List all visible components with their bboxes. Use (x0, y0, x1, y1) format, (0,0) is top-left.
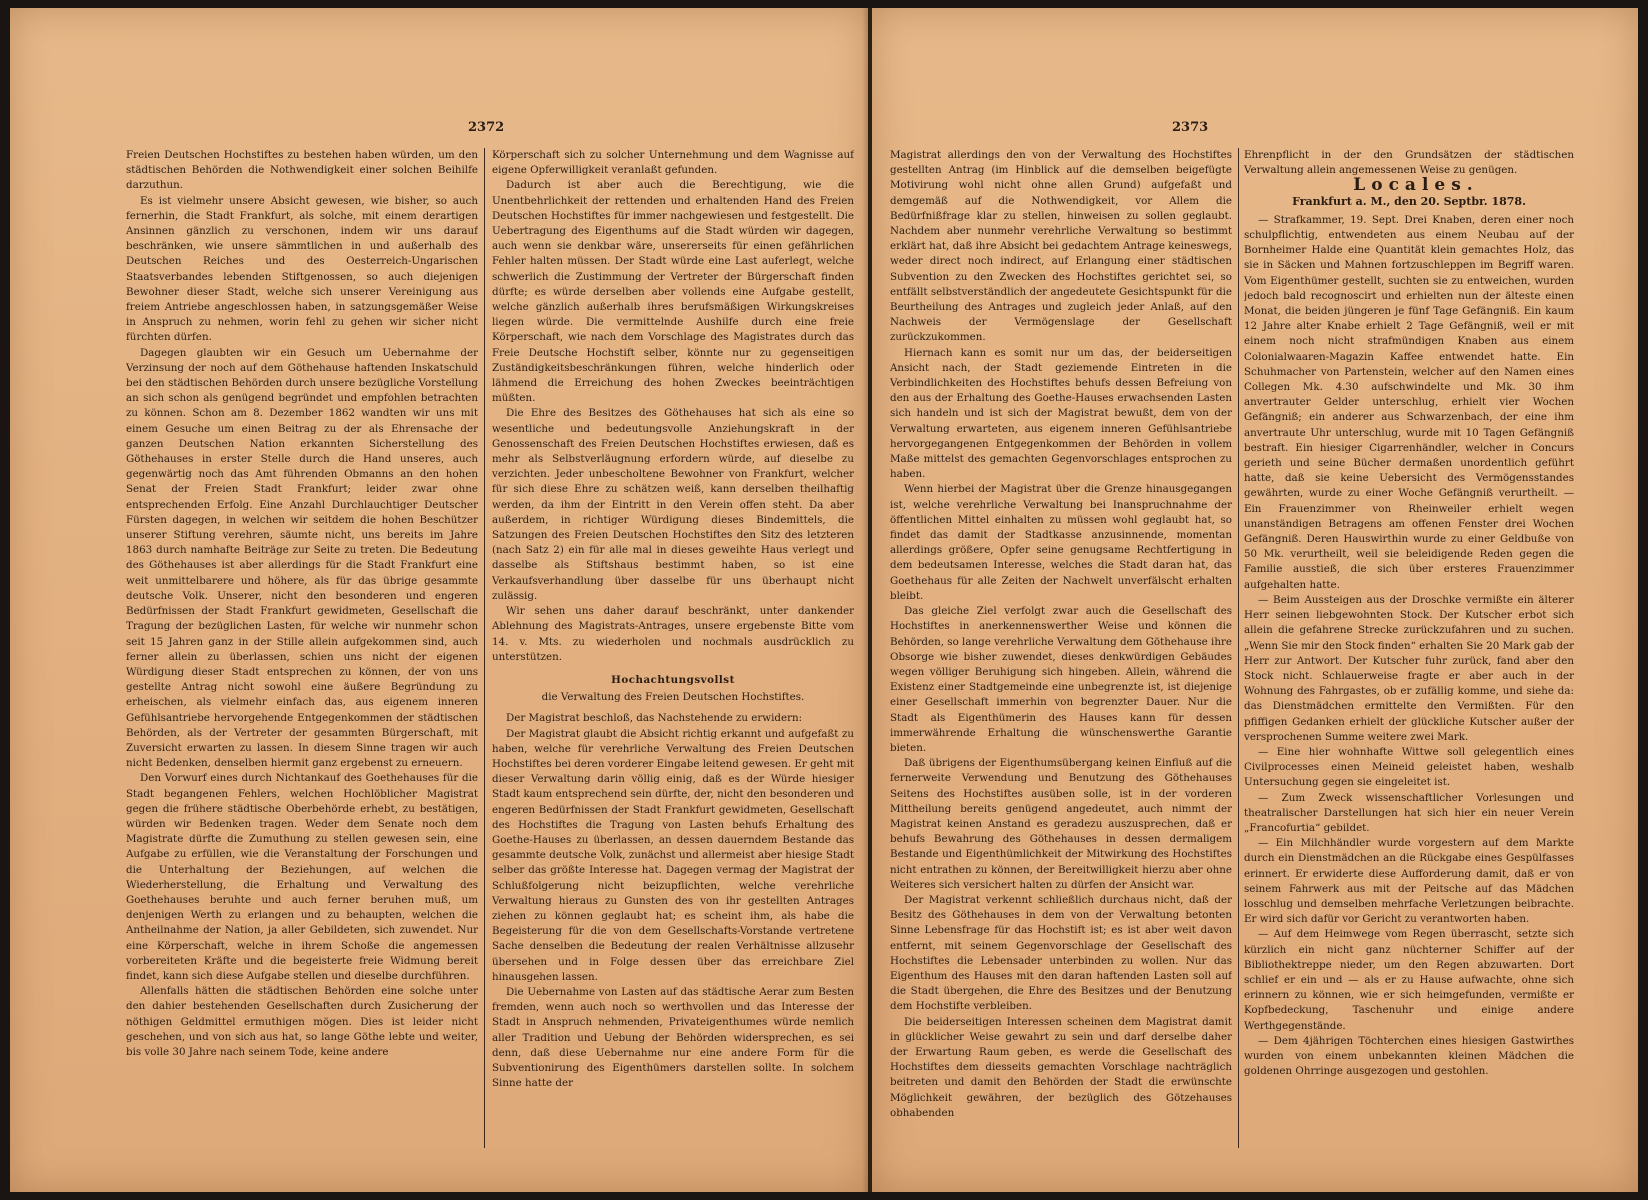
left-page (10, 8, 868, 1192)
paragraph: Allenfalls hätten die städtischen Behörden eine solche unter den dahier bestehenden Gesellschaften durch Zusicherung der nöthigen Geldmittel ermuthigen mögen. Dies ist leider nicht geschehen, und von sich aus hat, so lange Göthe lebte und weiter, bis volle 30 Jahre nach seinem Tode, keine andere (126, 985, 478, 1058)
paragraph: Freien Deutschen Hochstiftes zu bestehen haben würden, um den städtischen Behörden die Nothwendigkeit einer solchen Beihilfe darzuthun. (126, 149, 478, 192)
right-column-2 (1244, 148, 1574, 1148)
paragraph: Der Magistrat beschloß, das Nachstehende zu erwidern: (506, 712, 803, 725)
right-page (872, 8, 1638, 1192)
signature: die Verwaltung des Freien Deutschen Hochstiftes. (541, 691, 805, 704)
paragraph: Körperschaft sich zu solcher Unternehmung und dem Wagnisse auf eigene Opferwilligkeit veranlaßt gefunden. (492, 149, 854, 177)
paragraph: Es ist vielmehr unsere Absicht gewesen, wie bisher, so auch fernerhin, die Stadt Frankfurt, als solche, mit einem derartigen Ansinnen gänzlich zu verschonen, indem wir uns darauf beschränken, wie unsere sämmtlichen in und außerhalb des Deutschen Reiches und des Oesterreich-Ungarischen Staatsverbandes lebenden Stiftgenossen, so auch diejenigen Bewohner dieser Stadt, welche sich unserer Vereinigung aus freiem Antriebe angeschlossen haben, in satzungsgemäßer Weise in Anspruch zu nehmen, worin fehl zu gehen wir sicher nicht fürchten dürfen. (126, 194, 478, 344)
dateline: Frankfurt a. M., den 20. Septbr. 1878. (1292, 194, 1526, 208)
page-number-right: 2373 (1172, 120, 1209, 135)
newspaper-spread (10, 8, 1638, 1192)
paragraph: Wir sehen uns daher darauf beschränkt, unter dankender Ablehnung des Magistrats-Antrages, unsere ergebenste Bitte vom 14. v. Mts. zu wiederholen und nochmals ausdrücklich zu unterstützen. (492, 605, 854, 663)
signoff: Hochachtungsvollst (611, 673, 735, 686)
paragraph: Die beiderseitigen Interessen scheinen dem Magistrat damit in glücklicher Weise gewahrt zu sein und darf derselbe daher der Erwartung Raum geben, es werde die Gesellschaft des Hochstiftes dem diesseits gemachten Vorschlage nachträglich beitreten und damit den Behörden der Stadt die erwünschte Möglichkeit gewähren, der bezüglich des Götzehauses obhabenden (890, 1015, 1232, 1119)
news-item: — Zum Zweck wissenschaftlicher Vorlesungen und theatralischer Darstellungen hat sich hier ein neuer Verein „Francofurtia“ gebildet. (1244, 791, 1574, 834)
section-title: Locales. (1353, 175, 1479, 196)
paragraph: Das gleiche Ziel verfolgt zwar auch die Gesellschaft des Hochstiftes in anerkennenswerther Weise und können die Behörden, so lange verehrliche Verwaltung dem Göthehause ihre Obsorge wie bisher zuwendet, dieses denkwürdigen Gebäudes wegen völliger Beruhigung sich hingeben. Allein, während die Existenz einer Stadtgemeinde eine unbegrenzte ist, ist diejenige einer Gesellschaft immerhin von begrenzter Dauer. Nur die Stadt als Eigenthümerin des Hauses kann für dessen immerwährende Erhaltung die wünschenswerthe Garantie bieten. (890, 605, 1232, 754)
news-item: — Strafkammer, 19. Sept. Drei Knaben, deren einer noch schulpflichtig, entwendeten aus einem Neubau auf der Bornheimer Halde eine Quantität klein gemachtes Holz, das sie in Säcken und Mahnen fortzuschleppen im Begriff waren. Vom Eigenthümer gestellt, suchten sie zu entweichen, wurden jedoch bald recognoscirt und erhielten nun der älteste einen Monat, die beiden jüngeren je fünf Tage Gefängniß. Ein kaum 12 Jahre alter Knabe erhielt 2 Tage Gefängniß, weil er mit einem noch nicht strafmündigen Knaben aus einem Colonialwaaren-Magazin Kaffee entwendet hatte. Ein Schuhmacher von Partenstein, welcher auf den Namen eines Collegen Mk. 4.30 aufschwindelte und Mk. 30 ihm anvertrauter Gelder unterschlug, erhielt vier Wochen Gefängniß; ein anderer aus Schwarzenbach, der eine ihm anvertraute Uhr unterschlug, wurde mit 10 Tagen Gefängniß bestraft. Ein hiesiger Cigarrenhändler, welcher in Concurs gerieth und seine Bücher dermaßen unordentlich geführt hatte, daß sie keine Uebersicht des Vermögensstandes gewährten, wurde zu einer Woche Gefängniß verurtheilt. — Ein Frauenzimmer von Rheinweiler erhielt wegen unanständigen Betragens am offenen Fenster drei Wochen Gefängniß. Deren Hauswirthin wurde zu einer Geldbuße von 50 Mk. verurtheilt, weil sie beleidigende Reden gegen die Familie ausstieß, die sich über ersteres Frauenzimmer aufgehalten hatte. (1244, 213, 1574, 591)
paragraph: Der Magistrat glaubt die Absicht richtig erkannt und aufgefaßt zu haben, welche für verehrliche Verwaltung des Freien Deutschen Hochstiftes bei deren vorderer Eingabe leitend gewesen. Er geht mit dieser Verwaltung darin völlig einig, daß es der Würde hiesiger Stadt kaum entsprechend sein dürfte, der, nicht den besonderen und engeren Bedürfnissen der Stadt Frankfurt gewidmeten, Gesellschaft des Hochstiftes die Tragung von Lasten behufs Erhaltung des Goethe-Hauses zu überlassen, an dessen dauerndem Bestande das gesammte deutsche Volk, zunächst und allermeist aber hiesige Stadt selber das größte Interesse hat. Dagegen vermag der Magistrat der Schlußfolgerung nicht beizupflichten, welche verehrliche Verwaltung hieraus zu Gunsten des von ihr gestellten Antrages ziehen zu können geglaubt hat; es scheint ihm, als habe die Begeisterung für die von dem Gesellschafts-Vorstande vertretene Sache denselben die Bedeutung der realen Verhältnisse allzusehr übersehen und in Folge dessen über das erreichbare Ziel hinausgehen lassen. (492, 727, 854, 983)
paragraph: Die Uebernahme von Lasten auf das städtische Aerar zum Besten fremden, wenn auch noch so werthvollen und das Interesse der Stadt in Anspruch nehmenden, Privateigenthumes würde nemlich aller Tradition und Uebung der Behörden widersprechen, es sei denn, daß diese Uebernahme nur eine andere Form für die Subventionirung des Eigenthümers darstellen sollte. In solchem Sinne hatte der (492, 985, 854, 1090)
paragraph: Ehrenpflicht in der den Grundsätzen der städtischen Verwaltung allein angemessenen Weise zu genügen. (1244, 149, 1574, 177)
paragraph: Wenn hierbei der Magistrat über die Grenze hinausgegangen ist, welche verehrliche Verwaltung bei Inanspruchnahme der öffentlichen Mittel einhalten zu müssen wohl geglaubt hat, so findet das damit der Stadtkasse anzusinnende, momentan allerdings größere, Opfer seine genugsame Rechtfertigung in dem bedeutsamen Interesse, welches die Stadt daran hat, das Goethehaus für alle Zeiten der Nachwelt unverfälscht erhalten bleibt. (890, 483, 1232, 602)
left-column-1 (126, 148, 478, 1148)
news-item: — Beim Aussteigen aus der Droschke vermißte ein älterer Herr seinen liebgewohnten Stock. Der Kutscher erbot sich allein die gefahrene Strecke zurückzufahren und zu suchen. „Wenn Sie mir den Stock finden“ erhalten Sie 20 Mark gab der Herr zur Antwort. Der Kutscher fuhr zurück, fand aber den Stock nicht. Schlauerweise fragte er aber auch in der Wohnung des Fahrgastes, ob er zufällig komme, und siehe da: das Dienstmädchen ermittelte den Vermißten. Für den pfiffigen Gedanken erhielt der glückliche Kutscher außer der versprochenen Summe weitere zwei Mark. (1244, 593, 1574, 743)
paragraph: Den Vorwurf eines durch Nichtankauf des Goethehauses für die Stadt begangenen Fehlers, welchen Hochlöblicher Magistrat gegen die frühere städtische Oberbehörde erhebt, zu bestätigen, würden wir Bedenken tragen. Weder dem Senate noch dem Magistrate dürfte die Zumuthung zu stellen gewesen sein, eine Aufgabe zu erfüllen, wie die Veranstaltung der Forschungen und die Unterhaltung der Beziehungen, auf welchen die Wiederherstellung, die Erhaltung und Verwaltung des Goethehauses beruhte und auch ferner beruhen muß, um denjenigen Werth zu erlangen und zu behaupten, welchen die Antheilnahme der Nation, ja aller Gebildeten, sich zuwendet. Nur eine Körperschaft, welche in ihrem Schoße die angemessen vorbereiteten Kräfte und die begeisterte freie Widmung bereit findet, kann sich diese Aufgabe stellen und dieselbe durchführen. (126, 772, 478, 982)
news-item: — Eine hier wohnhafte Wittwe soll gelegentlich eines Civilprocesses einen Meineid geleistet haben, weshalb Untersuchung gegen sie eingeleitet ist. (1244, 745, 1574, 789)
paragraph: Dadurch ist aber auch die Berechtigung, wie die Unentbehrlichkeit der rettenden und erhaltenden Hand des Freien Deutschen Hochstiftes für immer nachgewiesen und festgestellt. Die Uebertragung des Eigenthums auf die Stadt würden wir dagegen, auch wenn sie denkbar wäre, unsererseits für einen gefährlichen Fehler halten müssen. Der Stadt würde eine Last auferlegt, welche schwerlich die Zustimmung der Vertreter der Bürgerschaft finden dürfte; es würde derselben aber vollends eine Aufgabe gestellt, welche gänzlich außerhalb ihres berufsmäßigen Wirkungskreises liegen würde. Die vermittelnde Aushilfe durch eine freie Körperschaft, wie nach dem Vorschlage des Magistrates durch das Freie Deutsche Hochstift selber, könnte nur zu gegenseitigen Zuständigkeitsbeschränkungen führen, welche hinderlich oder lähmend die Erreichung des hohen Zweckes beeinträchtigen müßten. (492, 179, 854, 405)
column-rule (484, 148, 485, 1148)
news-item: — Auf dem Heimwege vom Regen überrascht, setzte sich kürzlich ein nicht ganz nüchterner Schiffer auf der Bibliothektreppe nieder, um den Regen abzuwarten. Dort schlief er ein und — als er zu Hause aufwachte, ohne sich erinnern zu können, wie er sich heimgefunden, vermißte er Kopfbedeckung, Taschenuhr und einige andere Werthgegenstände. (1244, 928, 1574, 1032)
column-rule (1238, 148, 1239, 1148)
paragraph: Magistrat allerdings den von der Verwaltung des Hochstiftes gestellten Antrag (im Hinblick auf die demselben beigefügte Motivirung wohl nicht ohne allen Grund) aufgefaßt und demgemäß auf die Nothwendigkeit, vor Allem die Bedürfnißfrage klar zu stellen, hinweisen zu sollen geglaubt. Nachdem aber nunmehr verehrliche Verwaltung so bestimmt erklärt hat, daß ihre Absicht bei gedachtem Antrage keineswegs, weder direct noch indirect, auf Erlangung einer städtischen Subvention zu den Zwecken des Hochstiftes gerichtet sei, so entfällt selbstverständlich der angedeutete Gesichtspunkt für die Beurtheilung des Antrages und zugleich jeder Anlaß, auf den Nachweis der Vermögenslage der Gesellschaft zurückzukommen. (890, 149, 1232, 344)
paragraph: Dagegen glaubten wir ein Gesuch um Uebernahme der Verzinsung der noch auf dem Göthehause haftenden Inskatschuld bei den städtischen Behörden durch unsere bezügliche Vorstellung an sich schon als genügend begründet und empfohlen betrachten zu können. Schon am 8. Dezember 1862 wandten wir uns mit einem Gesuche um einen Beitrag zu der als Ehrensache der ganzen Deutschen Nation erkannten Sicherstellung des Göthehauses in erster Stelle durch die Hand unseres, auch gegenwärtig noch das Amt führenden Obmanns an den hohen Senat der Freien Stadt Frankfurt; leider zwar ohne entsprechenden Erfolg. Eine Anzahl Durchlauchtiger Deutscher Fürsten dagegen, in welchen wir seitdem die hohen Beschützer unserer Stiftung verehren, säumte nicht, uns bereits im Jahre 1863 durch namhafte Beiträge zur Seite zu treten. Die Bedeutung des Göthehauses ist aber allerdings für die Stadt Frankfurt eine weit unmittelbarere und höhere, als für das übrige gesammte deutsche Volk. Unserer, nicht den besonderen und engeren Bedürfnissen der Stadt Frankfurt gewidmeten, Gesellschaft die Tragung der bezüglichen Lasten, für welche wir nunmehr schon seit 15 Jahren ganz in der Stille allein aufgekommen sind, auch ferner allein zu überlassen, schien uns nicht der eigenen Würdigung dieser Stadt entsprechen zu können, der von uns gestellte Antrag nicht sowohl eine äußere Begründung zu erheischen, als vielmehr einfach das, aus eigenem inneren Gefühlsantriebe hervorgehende Entgegenkommen der städtischen Behörden, als der Vertreter der gesammten Bürgerschaft, mit Zuversicht erwarten zu lassen. In diesem Sinne tragen wir auch nicht Bedenken, denselben hiermit ganz ergebenst zu erneuern. (126, 346, 478, 770)
page-number-left: 2372 (468, 120, 505, 135)
news-item: — Dem 4jährigen Töchterchen eines hiesigen Gastwirthes wurden von einem unbekannten kleinen Mädchen die goldenen Ohrringe ausgezogen und gestohlen. (1244, 1034, 1574, 1078)
paragraph: Hiernach kann es somit nur um das, der beiderseitigen Ansicht nach, der Stadt geziemende Eintreten in die Verbindlichkeiten des Hochstiftes behufs dessen Befreiung von den aus der Erhaltung des Goethe-Hauses erwachsenden Lasten sich handeln und ist sich der Magistrat bewußt, dem von der Verwaltung erwarteten, aus eigenem inneren Gefühlsantriebe hervorgegangenen Entgegenkommen der Behörden in vollem Maße mittelst des gemachten Gegenvorschlages entsprochen zu haben. (890, 346, 1232, 481)
paragraph: Der Magistrat verkennt schließlich durchaus nicht, daß der Besitz des Göthehauses in dem von der Verwaltung betonten Sinne Lebensfrage für das Hochstift ist; es ist aber weit davon entfernt, mit seinem Gegenvorschlage der Gesellschaft des Hochstiftes die Lebensader unterbinden zu wollen. Nur das Eigenthum des Hauses mit den daran haftenden Lasten soll auf die Stadt übergehen, die Ehre des Besitzes und der Benutzung dem Hochstifte verbleiben. (890, 893, 1232, 1013)
paragraph: Daß übrigens der Eigenthumsübergang keinen Einfluß auf die fernerweite Verwendung und Benutzung des Göthehauses Seitens des Hochstiftes ausüben solle, ist in der vorderen Mittheilung bereits genügend angedeutet, auch nimmt der Magistrat keinen Anstand es geradezu auszusprechen, daß er behufs Bewahrung des Göthehauses in dessen dermaligem Bestande und Eigenthümlichkeit der Mitwirkung des Hochstiftes nicht entrathen zu können, der Bereitwilligkeit hierzu aber ohne Weiteres sich versichert halten zu dürfen der Ansicht war. (890, 757, 1232, 891)
news-item: — Ein Milchhändler wurde vorgestern auf dem Markte durch ein Dienstmädchen an die Rückgabe eines Gespülfasses erinnert. Er erwiderte diese Aufforderung damit, daß er von seinem Fahrwerk aus mit der Peitsche auf das Mädchen losschlug und demselben mehrfache Verletzungen beibrachte. Er wird sich dafür vor Gericht zu verantworten haben. (1244, 837, 1574, 926)
right-column-1 (890, 148, 1232, 1148)
left-column-2 (492, 148, 854, 1148)
paragraph: Die Ehre des Besitzes des Göthehauses hat sich als eine so wesentliche und bedeutungsvolle Anziehungskraft in der Genossenschaft des Freien Deutschen Hochstiftes erwiesen, daß es mehr als Selbstverläugnung erfordern würde, auf dieselbe zu verzichten. Jeder unbescholtene Bewohner von Frankfurt, welcher für sich diese Ehre zu schätzen weiß, kann derselben theilhaftig werden, da ihm der Eintritt in den Verein offen steht. Da aber außerdem, in richtiger Würdigung dieses Bindemittels, die Satzungen des Freien Deutschen Hochstiftes den Sitz des letzteren (nach Satz 2) ein für alle mal in dieses geweihte Haus verlegt und dasselbe als Stiftshaus bestimmt haben, so ist eine Verkaufsverhandlung über dasselbe für uns überhaupt nicht zulässig. (492, 407, 854, 602)
